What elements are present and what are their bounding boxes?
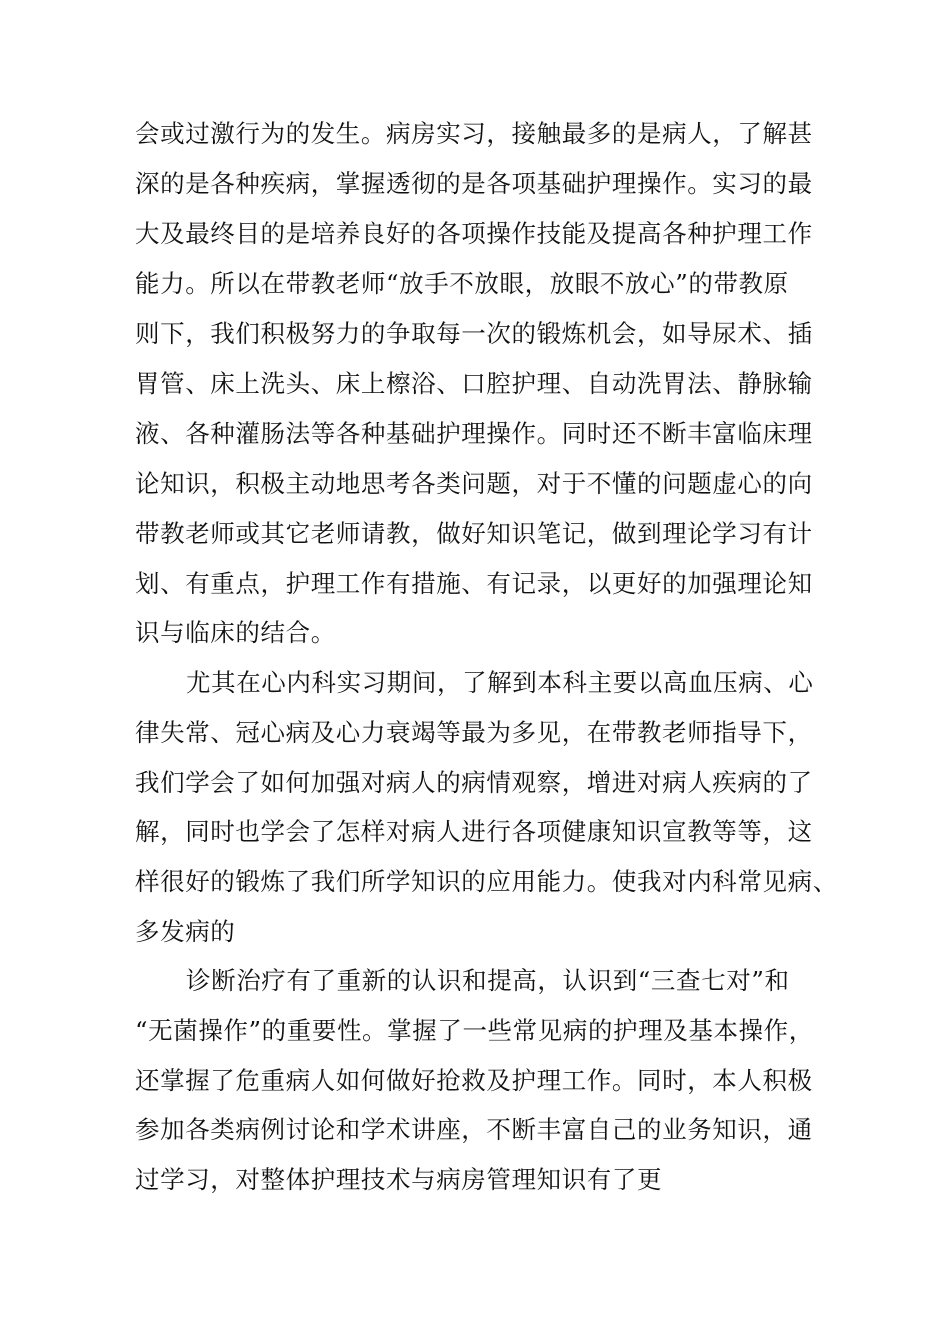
- paragraph-1-line-9: 带教老师或其它老师请教，做好知识笔记，做到理论学习有计: [135, 519, 813, 548]
- paragraph-1-line-8: 论知识，积极主动地思考各类问题，对于不懂的问题虚心的向: [135, 469, 813, 498]
- paragraph-3-line-1: 诊断治疗有了重新的认识和提高，认识到“三查七对”和: [186, 966, 790, 995]
- paragraph-2-line-4: 解，同时也学会了怎样对病人进行各项健康知识宣教等等，这: [135, 817, 813, 846]
- paragraph-3-line-5: 过学习，对整体护理技术与病房管理知识有了更: [135, 1165, 663, 1194]
- paragraph-2-line-3: 我们学会了如何加强对病人的病情观察，增进对病人疾病的了: [135, 768, 813, 797]
- paragraph-1-line-5: 则下，我们积极努力的争取每一次的锻炼机会，如导尿术、插: [135, 319, 813, 348]
- paragraph-2-line-2: 律失常、冠心病及心力衰竭等最为多见，在带教老师指导下，: [135, 718, 813, 747]
- paragraph-1-line-10: 划、有重点，护理工作有措施、有记录，以更好的加强理论知: [135, 569, 813, 598]
- paragraph-3-line-4: 参加各类病例讨论和学术讲座，不断丰富自己的业务知识，通: [135, 1115, 813, 1144]
- paragraph-2-line-6: 多发病的: [135, 917, 236, 946]
- paragraph-1-line-2: 深的是各种疾病，掌握透彻的是各项基础护理操作。实习的最: [135, 169, 813, 198]
- paragraph-1-line-11: 识与临床的结合。: [135, 618, 336, 647]
- paragraph-2-line-5: 样很好的锻炼了我们所学知识的应用能力。使我对内科常见病、: [135, 867, 838, 896]
- paragraph-3-line-2: “无菌操作”的重要性。掌握了一些常见病的护理及基本操作，: [135, 1016, 814, 1045]
- paragraph-2-line-1: 尤其在心内科实习期间，了解到本科主要以高血压病、心: [186, 668, 814, 697]
- paragraph-1-line-7: 液、各种灌肠法等各种基础护理操作。同时还不断丰富临床理: [135, 419, 813, 448]
- paragraph-1-line-4: 能力。所以在带教老师“放手不放眼，放眼不放心”的带教原: [135, 269, 789, 298]
- paragraph-1-line-3: 大及最终目的是培养良好的各项操作技能及提高各种护理工作: [135, 219, 813, 248]
- paragraph-1-line-6: 胃管、床上洗头、床上檫浴、口腔护理、自动洗胃法、静脉输: [135, 369, 813, 398]
- paragraph-1-line-1: 会或过激行为的发生。病房实习，接触最多的是病人，了解甚: [135, 119, 813, 148]
- paragraph-3-line-3: 还掌握了危重病人如何做好抢救及护理工作。同时，本人积极: [135, 1066, 813, 1095]
